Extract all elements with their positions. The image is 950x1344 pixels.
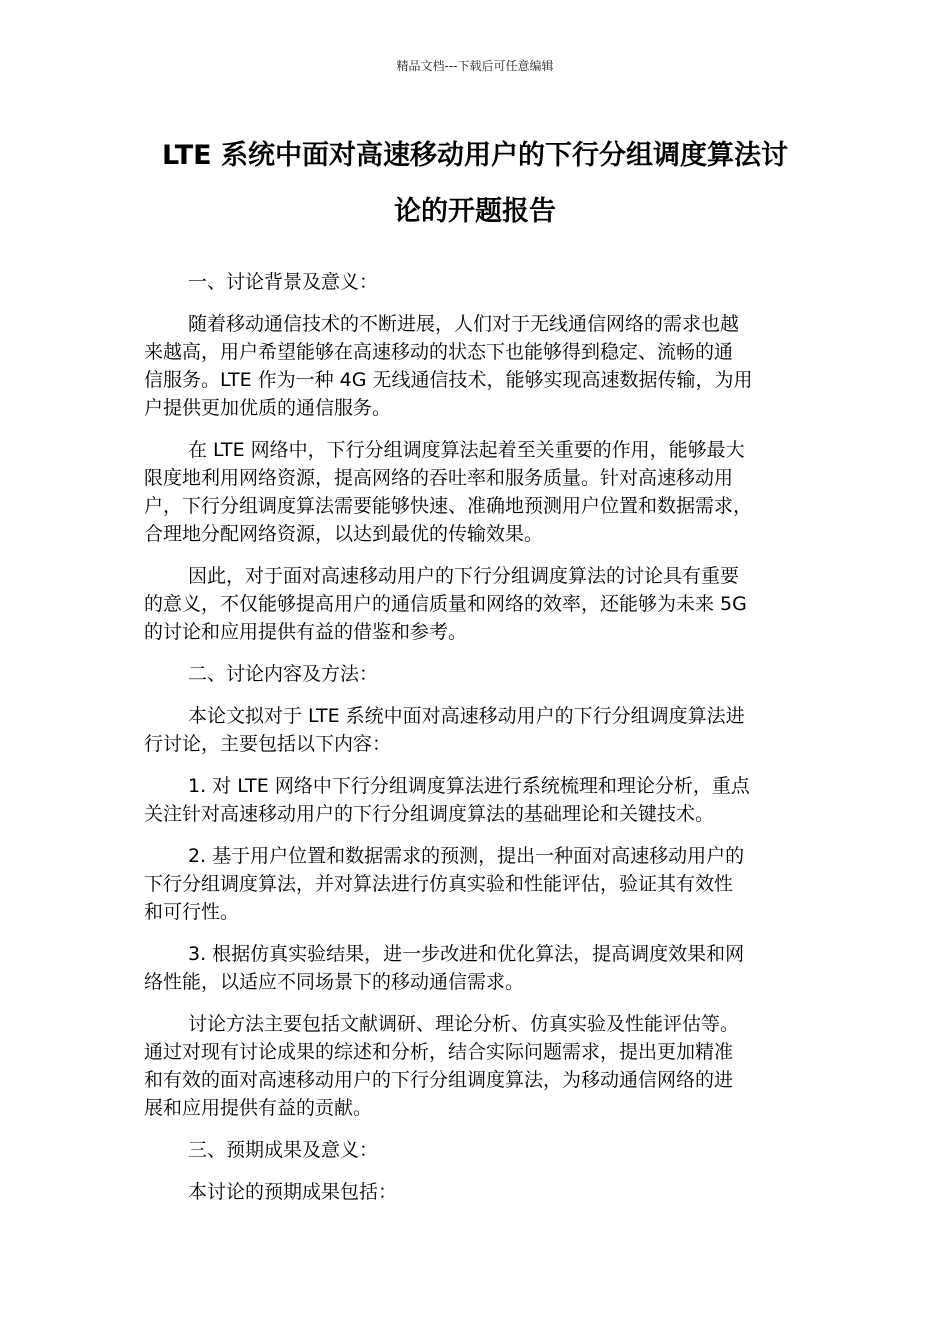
paragraph [144, 310, 808, 422]
paragraph [144, 436, 808, 548]
paragraph-line: 讨论方法主要包括文献调研、理论分析、仿真实验及性能评估等。 [188, 1013, 740, 1035]
paragraph [144, 1136, 808, 1164]
paragraph-line: 的讨论和应用提供有益的借鉴和参考。 [144, 621, 468, 643]
paragraph-line: 和可行性。 [144, 901, 240, 923]
paragraph-line: 来越高，用户希望能够在高速移动的状态下也能够得到稳定、流畅的通 [144, 341, 734, 363]
paragraph-line: 本论文拟对于 LTE 系统中面对高速移动用户的下行分组调度算法进 [188, 705, 745, 727]
paragraph [144, 702, 808, 758]
document-body [144, 268, 808, 1220]
paragraph-line: 户，下行分组调度算法需要能够快速、准确地预测用户位置和数据需求， [144, 495, 753, 517]
paragraph [144, 562, 808, 646]
paragraph [144, 1010, 808, 1122]
paragraph-line: 二、讨论内容及方法： [188, 663, 379, 685]
paragraph-line: 3. 根据仿真实验结果，进一步改进和优化算法，提高调度效果和网 [188, 943, 745, 965]
paragraph-line: 本讨论的预期成果包括： [188, 1181, 398, 1203]
paragraph [144, 772, 808, 828]
paragraph-line: 随着移动通信技术的不断进展，人们对于无线通信网络的需求也越 [188, 313, 740, 335]
paragraph-line: 在 LTE 网络中，下行分组调度算法起着至关重要的作用，能够最大 [188, 439, 745, 461]
paragraph-line: 1. 对 LTE 网络中下行分组调度算法进行系统梳理和理论分析，重点 [188, 775, 750, 797]
paragraph-line: 三、预期成果及意义： [188, 1139, 379, 1161]
title-line-1: LTE 系统中面对高速移动用户的下行分组调度算法讨 [162, 140, 788, 171]
paragraph-line: 户提供更加优质的通信服务。 [144, 397, 392, 419]
paragraph-line: 因此，对于面对高速移动用户的下行分组调度算法的讨论具有重要 [188, 565, 740, 587]
paragraph-line: 信服务。LTE 作为一种 4G 无线通信技术，能够实现高速数据传输，为用 [144, 369, 753, 391]
paragraph-line: 限度地利用网络资源，提高网络的吞吐率和服务质量。针对高速移动用 [144, 467, 734, 489]
paragraph-line: 络性能，以适应不同场景下的移动通信需求。 [144, 971, 525, 993]
paragraph [144, 660, 808, 688]
paragraph [144, 940, 808, 996]
paragraph-line: 下行分组调度算法，并对算法进行仿真实验和性能评估，验证其有效性 [144, 873, 734, 895]
paragraph-line: 展和应用提供有益的贡献。 [144, 1097, 373, 1119]
paragraph-line: 和有效的面对高速移动用户的下行分组调度算法，为移动通信网络的进 [144, 1069, 734, 1091]
paragraph-line: 的意义，不仅能够提高用户的通信质量和网络的效率，还能够为未来 5G [144, 593, 747, 615]
paragraph-line: 合理地分配网络资源，以达到最优的传输效果。 [144, 523, 544, 545]
paragraph [144, 842, 808, 926]
paragraph [144, 1178, 808, 1206]
paragraph-line: 关注针对高速移动用户的下行分组调度算法的基础理论和关键技术。 [144, 803, 715, 825]
paragraph-line: 行讨论，主要包括以下内容： [144, 733, 392, 755]
paragraph-line: 通过对现有讨论成果的综述和分析，结合实际问题需求，提出更加精准 [144, 1041, 734, 1063]
paragraph [144, 268, 808, 296]
page-header: 精品文档---下载后可任意编辑 [396, 59, 554, 73]
title-line-2: 论的开题报告 [394, 196, 556, 227]
paragraph-line: 一、讨论背景及意义： [188, 271, 379, 293]
paragraph-line: 2. 基于用户位置和数据需求的预测，提出一种面对高速移动用户的 [188, 845, 745, 867]
document-title [140, 128, 810, 240]
